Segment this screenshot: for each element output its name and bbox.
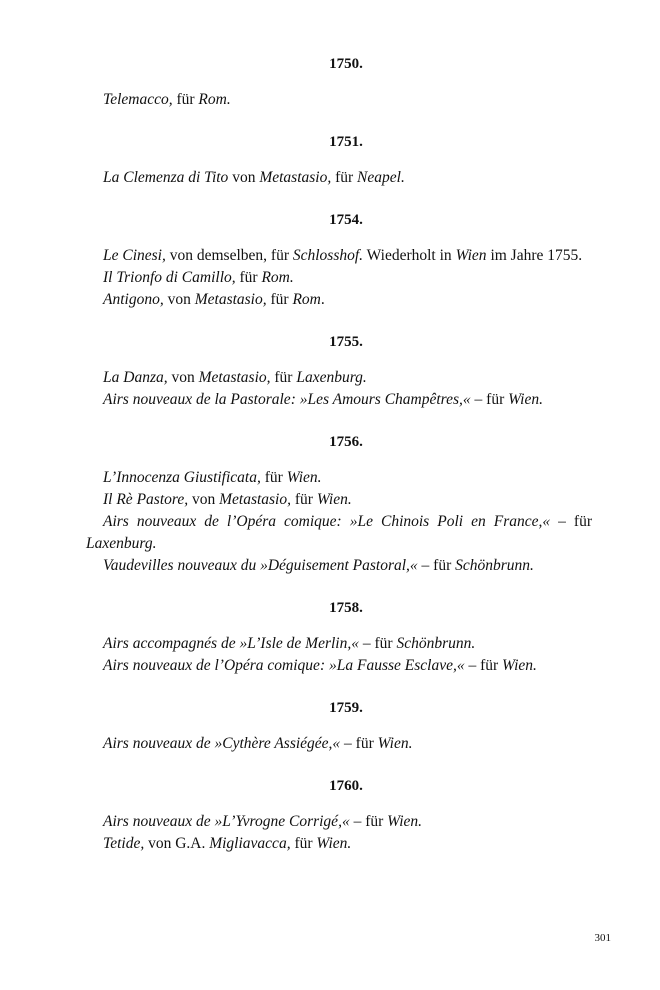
work-entry [86, 511, 592, 555]
entry-text: von [228, 169, 260, 186]
year-section [86, 432, 592, 577]
entry-title-text: Wien. [387, 813, 423, 830]
entry-title-text: Neapel. [357, 169, 405, 186]
work-entry [86, 389, 592, 411]
year-heading: 1760. [329, 778, 363, 794]
work-entry [86, 467, 592, 489]
work-entry [86, 489, 592, 511]
work-entry [86, 167, 592, 189]
page-number: 301 [594, 932, 611, 944]
entry-title-text: Metastasio, [198, 369, 271, 386]
entry-title-text: Laxenburg. [296, 369, 367, 386]
work-entry [86, 633, 592, 655]
entry-title-text: Antigono, [103, 291, 164, 308]
work-entry [86, 555, 592, 577]
entry-title-text: Laxenburg. [86, 535, 157, 552]
entry-title-text: La Clemenza di Tito [103, 169, 229, 186]
work-entry [86, 267, 592, 289]
year-heading: 1756. [329, 434, 363, 450]
entry-title-text: Airs nouveaux de »L’Yvrogne Corrigé,« [103, 813, 350, 830]
year-section [86, 132, 592, 189]
entry-text: von demselben, für [165, 247, 293, 264]
entry-title-text: Wien. [286, 469, 322, 486]
works-list [86, 54, 592, 876]
year-heading: 1755. [329, 334, 363, 350]
entry-text: von [163, 291, 195, 308]
year-section [86, 210, 592, 311]
entry-title-text: Metastasio, [219, 491, 291, 508]
entry-text: für [172, 91, 199, 108]
entry-title-text: Migliavacca, [209, 835, 291, 852]
entry-text: für [266, 291, 293, 308]
entry-text: – für [464, 657, 503, 674]
entry-text: – für [417, 557, 456, 574]
entry-title-text: La Danza, [103, 369, 168, 386]
entry-text: für [290, 835, 317, 852]
year-section [86, 332, 592, 411]
work-entry [86, 811, 592, 833]
work-entry [86, 89, 592, 111]
entry-title-text: Rom. [261, 269, 294, 286]
entry-title-text: Wien. [316, 491, 352, 508]
entry-text: von G.A. [144, 835, 210, 852]
entry-text: für [235, 269, 262, 286]
entry-text: . [320, 291, 325, 308]
work-entry [86, 367, 592, 389]
entry-title-text: Airs nouveaux de la Pastorale: »Les Amours Champêtres,« [103, 391, 471, 408]
entry-text: für [331, 169, 358, 186]
work-entry [86, 245, 592, 267]
entry-title-text: Telemacco, [103, 91, 173, 108]
entry-title-text: Metastasio, [259, 169, 332, 186]
entry-text: – für [550, 513, 592, 530]
entry-title-text: Il Rè Pastore, [103, 491, 189, 508]
entry-title-text: Wien. [508, 391, 543, 408]
entry-title-text: Wien. [316, 835, 352, 852]
entry-title-text: Vaudevilles nouveaux du »Déguisement Pastoral,« [103, 557, 418, 574]
entry-title-text: Schönbrunn. [455, 557, 534, 574]
entry-title-text: Airs accompagnés de »L’Isle de Merlin,« [103, 635, 359, 652]
year-heading: 1750. [329, 56, 363, 72]
entry-title-text: Airs nouveaux de l’Opéra comique: »La Fausse Esclave,« [103, 657, 465, 674]
entry-title-text: Schlosshof. [292, 247, 364, 264]
entry-title-text: Le Cinesi, [103, 247, 166, 264]
entry-title-text: Rom. [198, 91, 231, 108]
work-entry [86, 733, 592, 755]
entry-text: – für [340, 735, 378, 752]
entry-text: von [167, 369, 199, 386]
year-section [86, 54, 592, 111]
work-entry [86, 655, 592, 677]
entry-text: für [260, 469, 287, 486]
year-section [86, 698, 592, 755]
entry-title-text: Airs nouveaux de »Cythère Assiégée,« [103, 735, 341, 752]
entry-title-text: Wien. [502, 657, 537, 674]
entry-text: von [188, 491, 220, 508]
year-section [86, 776, 592, 855]
entry-text: – für [470, 391, 509, 408]
year-heading: 1758. [329, 600, 363, 616]
entry-title-text: Il Trionfo di Camillo, [103, 269, 236, 286]
work-entry [86, 833, 592, 855]
entry-text: Wiederholt in [363, 247, 456, 264]
entry-title-text: L’Innocenza Giustificata, [103, 469, 261, 486]
entry-title-text: Wien [455, 247, 487, 264]
entry-text: – für [359, 635, 397, 652]
entry-title-text: Tetide, [103, 835, 145, 852]
entry-title-text: Airs nouveaux de l’Opéra comique: »Le Chinois Poli en France,« [103, 513, 551, 530]
year-heading: 1754. [329, 212, 363, 228]
entry-title-text: Rom [292, 291, 321, 308]
year-section [86, 598, 592, 677]
entry-title-text: Metastasio, [194, 291, 267, 308]
entry-text: im Jahre 1755. [486, 247, 583, 264]
entry-title-text: Schönbrunn. [396, 635, 476, 652]
work-entry [86, 289, 592, 311]
entry-title-text: Wien. [377, 735, 413, 752]
year-heading: 1751. [329, 134, 363, 150]
entry-text: für [270, 369, 297, 386]
year-heading: 1759. [329, 700, 363, 716]
entry-text: für [291, 491, 317, 508]
entry-text: – für [349, 813, 388, 830]
